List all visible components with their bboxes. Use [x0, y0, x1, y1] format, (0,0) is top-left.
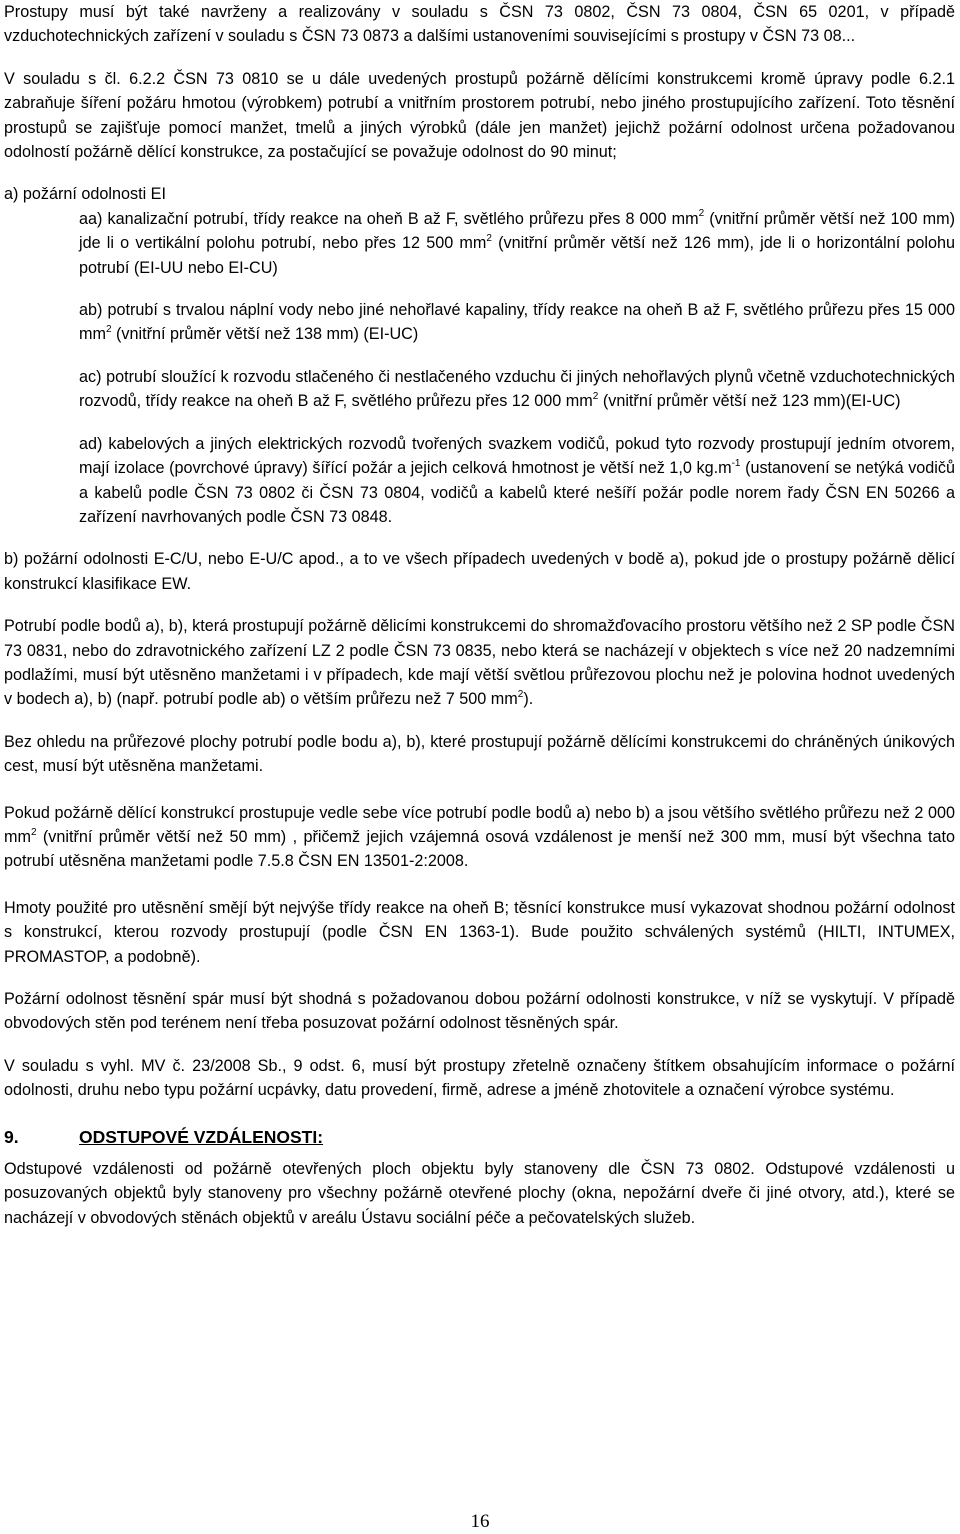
paragraph-intro: Prostupy musí být také navrženy a realizovány v souladu s ČSN 73 0802, ČSN 73 0804, ČSN 65 0201, v případě vzduchotechnických zařízení v souladu s ČSN 73 0873 a dalšími ustanoveními souvisejícími s prostupy v ČSN 73 08...: [4, 3, 955, 46]
paragraph-multiple-pipes: Pokud požárně dělící konstrukcí prostupuje vedle sebe více potrubí podle bodů a) nebo b) a jsou většího světlého průřezu než 2 000 $mm^2$ (vnitřní průměr větší než 50 mm) , přičemž jejich vzájemná osová vzdálenost je menší než 300 mm, musí být všechna tato potrubí utěsněna manžetami podle 7.5.8 ČSN EN 13501-2:2008.: [4, 803, 955, 871]
item-ad: ad) kabelových a jiných elektrických rozvodů tvořených svazkem vodičů, pokud tyto rozvody prostupují jedním otvorem, mají izolace (povrchové úpravy) šířící požár a jejich celková hmotnost je větší než 1,0 $kg.m^{-1}$ (ustanovení se netýká vodičů a kabelů podle ČSN 73 0802 či ČSN 73 0804, vodičů a kabelů které nešíří požár podle norem řady ČSN EN 50266 a zařízení navrhovaných podle ČSN 73 0848.: [79, 434, 955, 526]
item-aa: aa) kanalizační potrubí, třídy reakce na oheň B až F, světlého průřezu přes 8 000 $mm^2$ (vnitřní průměr větší než 100 mm) jde li o vertikální polohu potrubí, nebo přes 12 500 $mm^2$ (vnitřní průměr větší než 126 mm), jde li o horizontální polohu potrubí (EI-UU nebo EI-CU): [79, 208, 955, 277]
paragraph-joints: Požární odolnost těsnění spár musí být shodná s požadovanou dobou požární odolnosti konstrukce, v níž se vyskytují. V případě obvodových stěn pod terénem není třeba posuzovat požární odolnost těsněných spár.: [4, 990, 955, 1033]
section-title: ODSTUPOVÉ VZDÁLENOSTI:: [79, 1126, 324, 1147]
document-page: [4, 0, 955, 1230]
item-ac: ac) potrubí sloužící k rozvodu stlačeného či nestlačeného vzduchu či jiných nehořlavých plynů včetně vzduchotechnických rozvodů, třídy reakce na oheň B až F, světlého průřezu přes 12 000 $mm^2$ (vnitřní průměr větší než 123 mm)(EI-UC): [79, 367, 955, 411]
page-number: 16: [470, 1511, 490, 1532]
section-number: 9.: [4, 1126, 19, 1147]
paragraph-materials: Hmoty použité pro utěsnění smějí být nejvýše třídy reakce na oheň B; těsnící konstrukce musí vykazovat shodnou požární odolnost s konstrukcí, kterou rozvody prostupují (podle ČSN EN 1363-1). Bude použito schválených systémů (HILTI, INTUMEX, PROMASTOP, a podobně).: [4, 898, 955, 966]
paragraph-distances: Odstupové vzdálenosti od požárně otevřených ploch objektu byly stanoveny dle ČSN 73 0802. Odstupové vzdálenosti u posuzovaných objektů byly stanoveny pro všechny požárně otevřené plochy (okna, nepožární dveře či jiné otvory, atd.), které se nacházejí v obvodových stěnách objektů v areálu Ústavu sociální péče a pečovatelských služeb.: [4, 1160, 955, 1227]
item-ab: ab) potrubí s trvalou náplní vody nebo jiné nehořlavé kapaliny, třídy reakce na oheň B až F, světlého průřezu přes 15 000 $mm^2$ (vnitřní průměr větší než 138 mm) (EI-UC): [79, 301, 955, 344]
paragraph-marking: V souladu s vyhl. MV č. 23/2008 Sb., 9 odst. 6, musí být prostupy zřetelně označeny štítkem obsahujícím informace o požární odolnosti, druhu nebo typu požární ucpávky, datu provedení, firmě, adrese a jméně zhotovitele a označení výrobce systému.: [4, 1056, 955, 1100]
paragraph-escape-routes: Bez ohledu na průřezové plochy potrubí podle bodu a), b), které prostupují požárně dělícími konstrukcemi do chráněných únikových cest, musí být utěsněna manžetami.: [4, 732, 955, 776]
paragraph-pipes: Potrubí podle bodů a), b), která prostupují požárně dělicími konstrukcemi do shromažďovacího prostoru většího než 2 SP podle ČSN 73 0831, nebo do zdravotnického zařízení LZ 2 podle ČSN 73 0835, nebo která se nacházejí v objektech s více než 20 nadzemními podlažími, musí být utěsněno manžetami i v případech, kde mají větší světlou průřezovou plochu než je polovina hodnot uvedených v bodech a), b) (např. potrubí podle ab) o větším průřezu než 7 500 $mm^2$).: [4, 617, 955, 709]
item-a-title: a) požární odolnosti EI: [4, 185, 166, 204]
item-b: b) požární odolnosti E-C/U, nebo E-U/C apod., a to ve všech případech uvedených v bodě a), pokud jde o prostupy požárně dělicí konstrukcí klasifikace EW.: [4, 550, 955, 593]
paragraph-clause: V souladu s čl. 6.2.2 ČSN 73 0810 se u dále uvedených prostupů požárně dělícími konstrukcemi kromě úpravy podle 6.2.1 zabraňuje šíření požáru hmotou (výrobkem) potrubí a vnitřním prostorem potrubí, nebo jiného prostupujícího zařízení. Toto těsnění prostupů se zajišťuje pomocí manžet, tmelů a jiných výrobků (dále jen manžet) jejichž požární odolnost určena požadovanou odolností požárně dělící konstrukce, za postačující se považuje odolnost do 90 minut;: [4, 69, 955, 162]
section-heading: [4, 1125, 955, 1149]
